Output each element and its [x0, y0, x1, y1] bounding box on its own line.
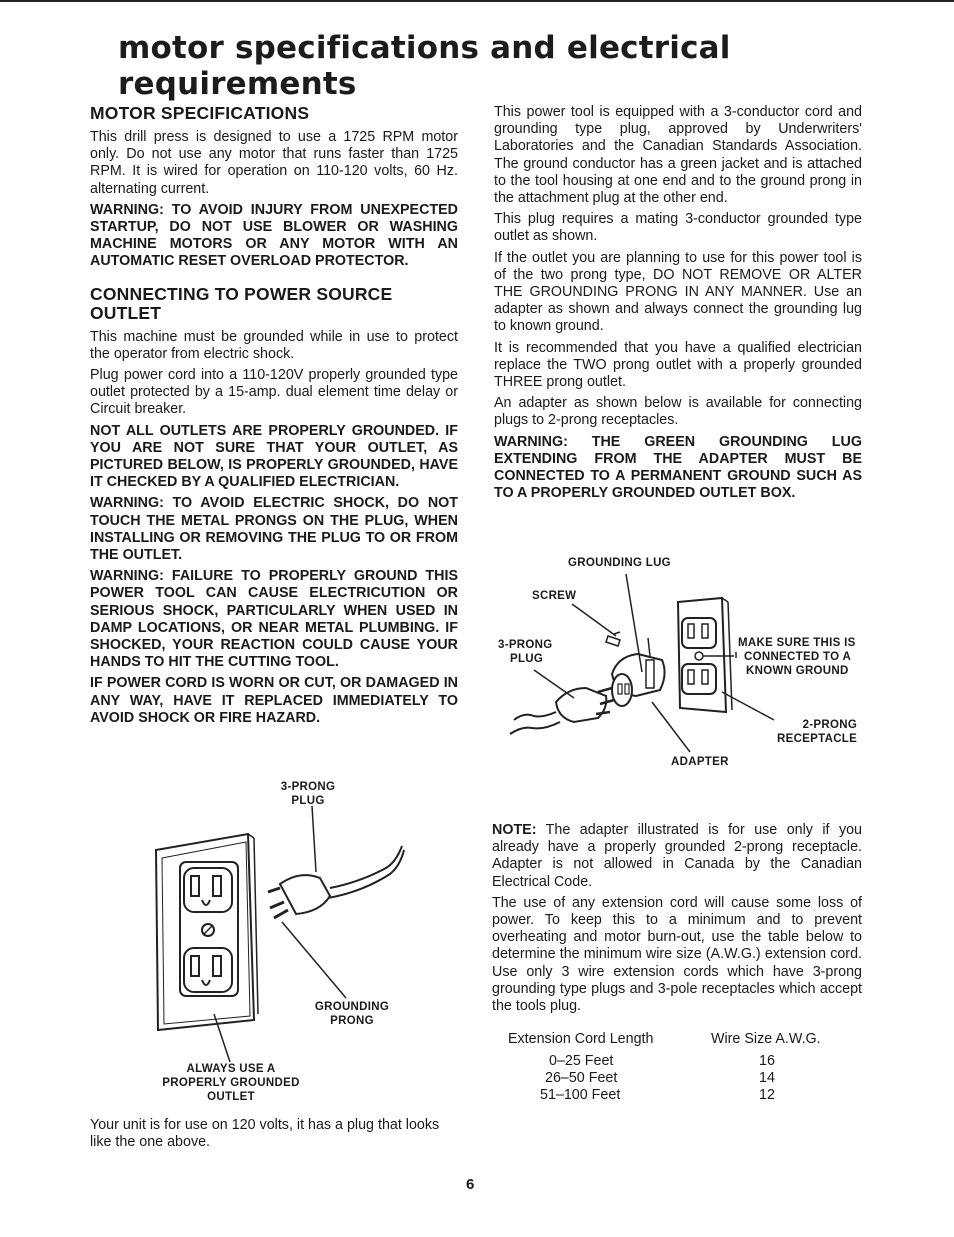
left-column	[90, 104, 458, 731]
label-grounding-prong: GROUNDING PRONG	[314, 1001, 390, 1027]
cord-paragraph: This power tool is equipped with a 3-conductor cord and grounding type plug, approved by Underwriters' Laboratories and the Canadian Standards Association. The ground conductor has a green jacket and is attached to the tool housing at one end and to the ground prong in the attachment plug at the other end.	[494, 104, 862, 207]
table-row-length: 0–25 Feet	[549, 1053, 614, 1069]
label-grounded-outlet: ALWAYS USE A PROPERLY GROUNDED OUTLET	[162, 1063, 300, 1103]
label-adapter: ADAPTER	[671, 756, 729, 768]
cord-warning: IF POWER CORD IS WORN OR CUT, OR DAMAGED IN ANY WAY, HAVE IT REPLACED IMMEDIATELY TO AVOID SHOCK OR FIRE HAZARD.	[90, 675, 458, 726]
outlet-figure	[150, 776, 470, 1112]
heading-motor-specifications: MOTOR SPECIFICATIONS	[90, 103, 310, 123]
adapter-paragraph: An adapter as shown below is available for connecting plugs to 2-prong receptacles.	[494, 395, 862, 429]
adapter-figure	[494, 552, 866, 774]
table-row-size: 12	[759, 1087, 775, 1103]
table-header-wire-size: Wire Size A.W.G.	[711, 1031, 821, 1047]
note-label: NOTE:	[492, 822, 537, 838]
plug-paragraph: Plug power cord into a 110-120V properly grounded type outlet protected by a 15-amp. dual element time delay or Circuit breaker.	[90, 367, 458, 418]
notes-block	[492, 822, 862, 1019]
motor-paragraph: This drill press is designed to use a 1725 RPM motor only. Do not use any motor that runs faster than 1725 RPM. It is wired for operation on 110-120 volts, 60 Hz. alternating current.	[90, 129, 458, 197]
label-known-ground: MAKE SURE THIS IS CONNECTED TO A KNOWN GROUND	[738, 637, 856, 677]
failure-warning: WARNING: FAILURE TO PROPERLY GROUND THIS POWER TOOL CAN CAUSE ELECTRICUTION OR SERIOUS SHOCK, PARTICULARLY WHEN USED IN DAMP LOCATIONS, OR NEAR METAL PLUMBING. IF SHOCKED, YOUR REACTION COULD CAUSE YOUR HANDS TO HIT THE CUTTING TOOL.	[90, 568, 458, 671]
table-row-size: 14	[759, 1070, 775, 1086]
shock-warning: WARNING: TO AVOID ELECTRIC SHOCK, DO NOT TOUCH THE METAL PRONGS ON THE PLUG, WHEN INSTALLING OR REMOVING THE PLUG TO OR FROM THE OUTLET.	[90, 495, 458, 564]
top-rule	[0, 0, 954, 2]
plug-caption: Your unit is for use on 120 volts, it has a plug that looks like the one above.	[90, 1117, 440, 1151]
lug-warning: WARNING: THE GREEN GROUNDING LUG EXTENDING FROM THE ADAPTER MUST BE CONNECTED TO A PERMANENT GROUND SUCH AS TO A PROPERLY GROUNDED OUTLET BOX.	[494, 433, 862, 502]
label-3prong-plug-b: 3-PRONG PLUG	[498, 639, 553, 665]
page-title: motor specifications and electrical requirements	[118, 30, 731, 102]
label-2prong-receptacle: 2-PRONG RECEPTACLE	[777, 719, 858, 745]
two-prong-paragraph: If the outlet you are planning to use for this power tool is of the two prong type, DO NOT REMOVE OR ALTER THE GROUNDING PRONG IN ANY MANNER. Use an adapter as shown and always connect the grounding lug to known ground.	[494, 249, 862, 335]
label-3prong-plug-a: 3-PRONG PLUG	[280, 781, 336, 807]
table-row-length: 51–100 Feet	[540, 1087, 621, 1103]
table-row-size: 16	[759, 1053, 775, 1069]
outlets-warning: NOT ALL OUTLETS ARE PROPERLY GROUNDED. IF YOU ARE NOT SURE THAT YOUR OUTLET, AS PICTURED BELOW, IS PROPERLY GROUNDED, HAVE IT CHECKED BY A QUALIFIED ELECTRICIAN.	[90, 422, 458, 491]
heading-connecting-power: CONNECTING TO POWER SOURCE OUTLET	[90, 283, 393, 323]
note-paragraph	[492, 822, 862, 891]
label-grounding-lug: GROUNDING LUG	[568, 557, 671, 569]
page-number: 6	[466, 1176, 475, 1193]
note-text: The adapter illustrated is for use only if you already have a properly grounded 2-prong receptacle. Adapter is not allowed in Canada by the Canadian Electrical Code.	[492, 822, 862, 890]
table-row-length: 26–50 Feet	[545, 1070, 618, 1086]
extension-paragraph: The use of any extension cord will cause some loss of power. To keep this to a minimum and to prevent overheating and motor burn-out, use the table below to determine the minimum wire size (A.W.G.) extension cord. Use only 3 wire extension cords which have 3-prong grounding type plugs and 3-pole receptacles which accept the tools plug.	[492, 894, 862, 1015]
recommend-paragraph: It is recommended that you have a qualified electrician replace the TWO prong outlet with a properly grounded THREE prong outlet.	[494, 339, 862, 391]
ground-paragraph: This machine must be grounded while in use to protect the operator from electric shock.	[90, 328, 458, 362]
table-header-length: Extension Cord Length	[508, 1031, 654, 1047]
label-screw: SCREW	[532, 590, 577, 602]
mating-paragraph: This plug requires a mating 3-conductor grounded type outlet as shown.	[494, 211, 862, 245]
right-column	[494, 104, 862, 506]
motor-warning: WARNING: TO AVOID INJURY FROM UNEXPECTED STARTUP, DO NOT USE BLOWER OR WASHING MACHINE MOTORS OR ANY MOTOR WITH AN AUTOMATIC RESET OVERLOAD PROTECTOR.	[90, 201, 458, 270]
